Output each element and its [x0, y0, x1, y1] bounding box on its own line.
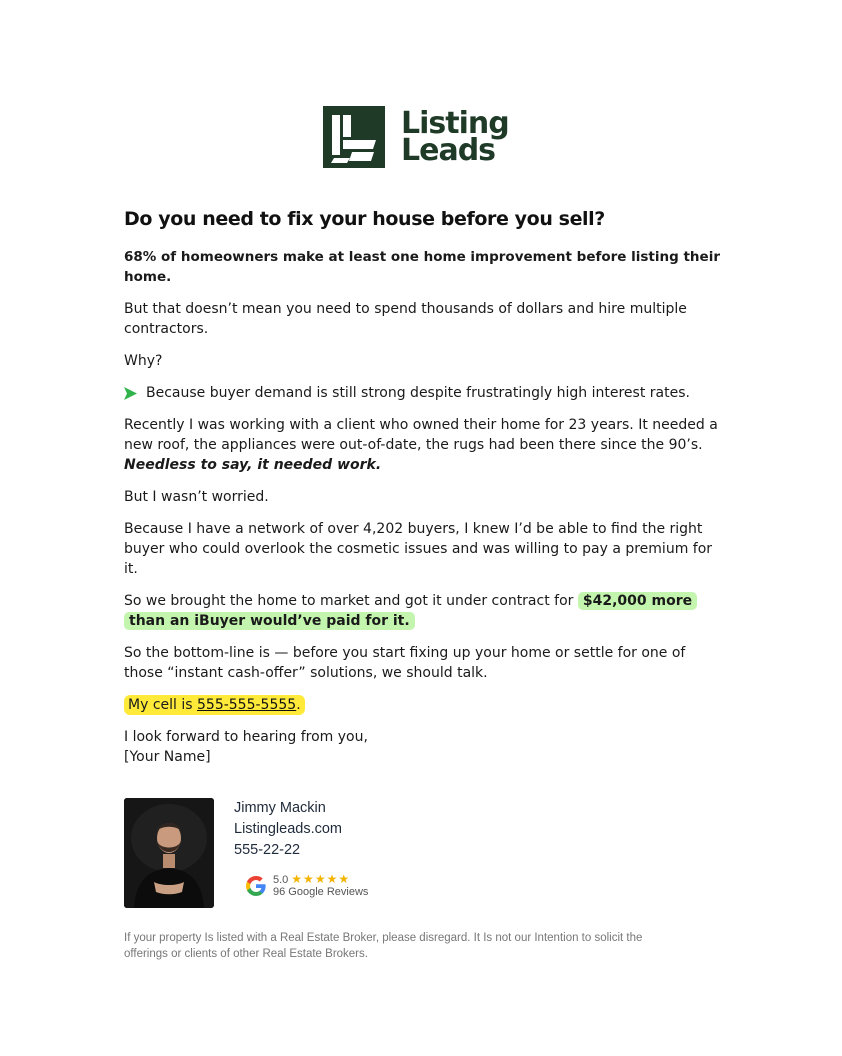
paragraph-bottom-line: So the bottom-line is — before you start fixing up your home or settle for one of those “instant cash-offer” solutions, we should talk.: [124, 645, 686, 681]
arrow-right-icon: [124, 387, 137, 400]
logo-line-1: Listing: [401, 106, 509, 141]
logo-line-2: Leads: [401, 133, 496, 168]
logo-mark-icon: [323, 106, 385, 168]
paragraph-not-worried: But I wasn’t worried.: [124, 489, 269, 505]
client-story-emphasis: Needless to say, it needed work.: [124, 457, 382, 473]
logo-wordmark: [401, 106, 509, 168]
signature-info: [234, 798, 368, 908]
paragraph-client-story: [124, 415, 724, 475]
google-reviews-badge: [244, 873, 368, 898]
cell-prefix: My cell is: [128, 697, 193, 713]
paragraph-contractors: But that doesn’t mean you need to spend thousands of dollars and hire multiple contractors.: [124, 301, 687, 337]
client-story-text: Recently I was working with a client who owned their home for 23 years. It needed a new roof, the appliances were out-of-date, the rugs had been there since the 90’s.: [124, 417, 718, 453]
page-title: Do you need to fix your house before you sell?: [124, 208, 605, 230]
paragraph-result: [124, 591, 724, 631]
agent-name: Jimmy Mackin: [234, 800, 326, 816]
cell-suffix: .: [296, 697, 301, 713]
lead-statistic: 68% of homeowners make at least one home improvement before listing their home.: [124, 249, 720, 285]
paragraph-buyer-network: Because I have a network of over 4,202 buyers, I knew I’d be able to find the right buyer who could overlook the cosmetic issues and was willing to pay a premium for it.: [124, 521, 713, 577]
result-text: So we brought the home to market and got it under contract for: [124, 593, 574, 609]
cell-phone-link[interactable]: 555-555-5555: [197, 697, 297, 713]
agent-phone: 555-22-22: [234, 842, 301, 858]
google-icon: [244, 874, 268, 898]
cell-highlight: [124, 695, 305, 715]
bullet-demand-text: Because buyer demand is still strong despite frustratingly high interest rates.: [146, 385, 690, 401]
reviews-text: [273, 873, 368, 898]
result-highlight-ibuyer: than an iBuyer would’ve paid for it.: [124, 612, 415, 630]
result-highlight-amount: $42,000 more: [578, 592, 697, 610]
review-count: 96 Google Reviews: [273, 886, 369, 898]
listing-leads-logo: [323, 106, 509, 168]
agent-photo: [124, 798, 214, 908]
closing-line: I look forward to hearing from you,: [124, 729, 368, 745]
signature-block: [124, 798, 368, 908]
paragraph-why: Why?: [124, 353, 163, 369]
rating-value: 5.0: [273, 874, 289, 886]
broker-disclaimer: If your property Is listed with a Real Estate Broker, please disregard. It Is not our Intention to solicit the offerings or clients of other Real Estate Brokers.: [124, 932, 643, 960]
agent-website[interactable]: Listingleads.com: [234, 821, 342, 837]
cell-line: [124, 695, 724, 715]
star-rating-icon: ★★★★★: [291, 872, 351, 886]
bullet-demand: [124, 383, 724, 403]
closing: [124, 727, 724, 767]
closing-name: [Your Name]: [124, 749, 211, 765]
letter-body: [124, 205, 724, 767]
